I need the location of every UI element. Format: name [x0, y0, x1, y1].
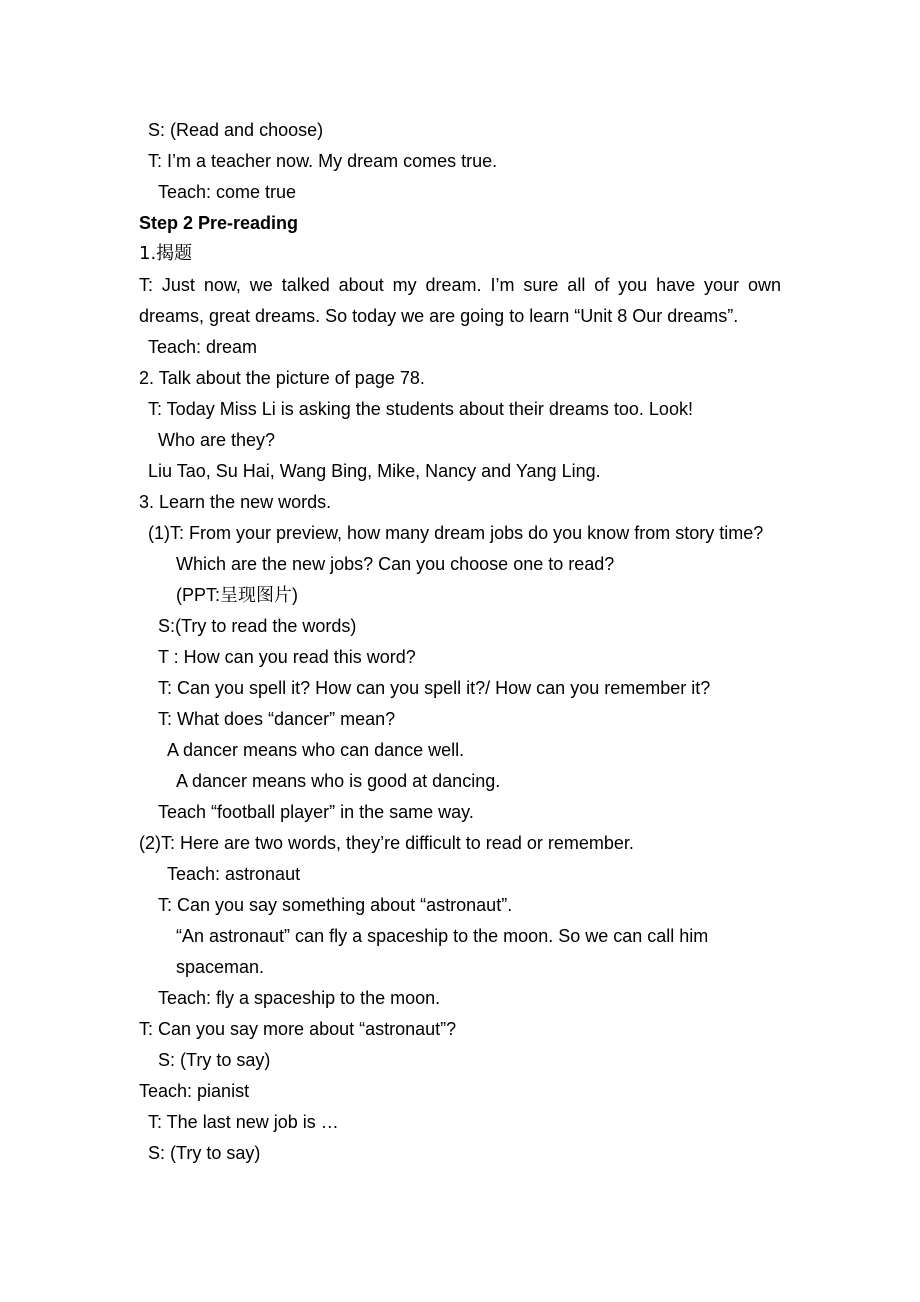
text-line: T: Today Miss Li is asking the students about their dreams too. Look!	[148, 399, 693, 419]
text-line: S: (Try to say)	[158, 1050, 271, 1070]
text-line: T: Can you spell it? How can you spell it?/ How can you remember it?	[158, 678, 711, 698]
text-line: Teach: pianist	[139, 1081, 250, 1101]
text-line: Teach: fly a spaceship to the moon.	[158, 988, 441, 1008]
text-line: Liu Tao, Su Hai, Wang Bing, Mike, Nancy and Yang Ling.	[148, 461, 601, 481]
text-line: Which are the new jobs? Can you choose one to read?	[176, 554, 615, 574]
text-line: spaceman.	[176, 957, 265, 977]
text-line: T : How can you read this word?	[158, 647, 416, 667]
text-line: A dancer means who can dance well.	[167, 740, 465, 760]
text-line: Teach “football player” in the same way.	[158, 802, 474, 822]
text-line: S:(Try to read the words)	[158, 616, 357, 636]
text-line: T: I’m a teacher now. My dream comes true.	[148, 151, 498, 171]
text-line: dreams, great dreams. So today we are going to learn “Unit 8 Our dreams”.	[139, 306, 739, 326]
text-line: 1.揭题	[139, 243, 193, 264]
text-line: (PPT:呈现图片)	[176, 585, 299, 605]
text-line: 2. Talk about the picture of page 78.	[139, 368, 425, 388]
section-heading: Step 2 Pre-reading	[139, 213, 299, 233]
text-line: Teach: come true	[158, 182, 297, 202]
text-line: S: (Try to say)	[148, 1143, 261, 1163]
text-line: A dancer means who is good at dancing.	[176, 771, 501, 791]
text-line: Who are they?	[158, 430, 276, 450]
text-line: T: The last new job is …	[148, 1112, 339, 1132]
text-line: 3. Learn the new words.	[139, 492, 332, 512]
text-line: Teach: astronaut	[167, 864, 301, 884]
text-line: (2)T: Here are two words, they’re difficult to read or remember.	[139, 833, 634, 853]
text-line: T: Can you say something about “astronaut”.	[158, 895, 513, 915]
text-line: S: (Read and choose)	[148, 120, 324, 140]
text-line: T: Just now, we talked about my dream. I’m sure all of you have your own	[139, 275, 781, 295]
text-line: “An astronaut” can fly a spaceship to the moon. So we can call him	[176, 926, 709, 946]
text-line: T: Can you say more about “astronaut”?	[139, 1019, 457, 1039]
text-line: T: What does “dancer” mean?	[158, 709, 396, 729]
text-line: (1)T: From your preview, how many dream jobs do you know from story time?	[148, 523, 764, 543]
text-line: Teach: dream	[148, 337, 258, 357]
